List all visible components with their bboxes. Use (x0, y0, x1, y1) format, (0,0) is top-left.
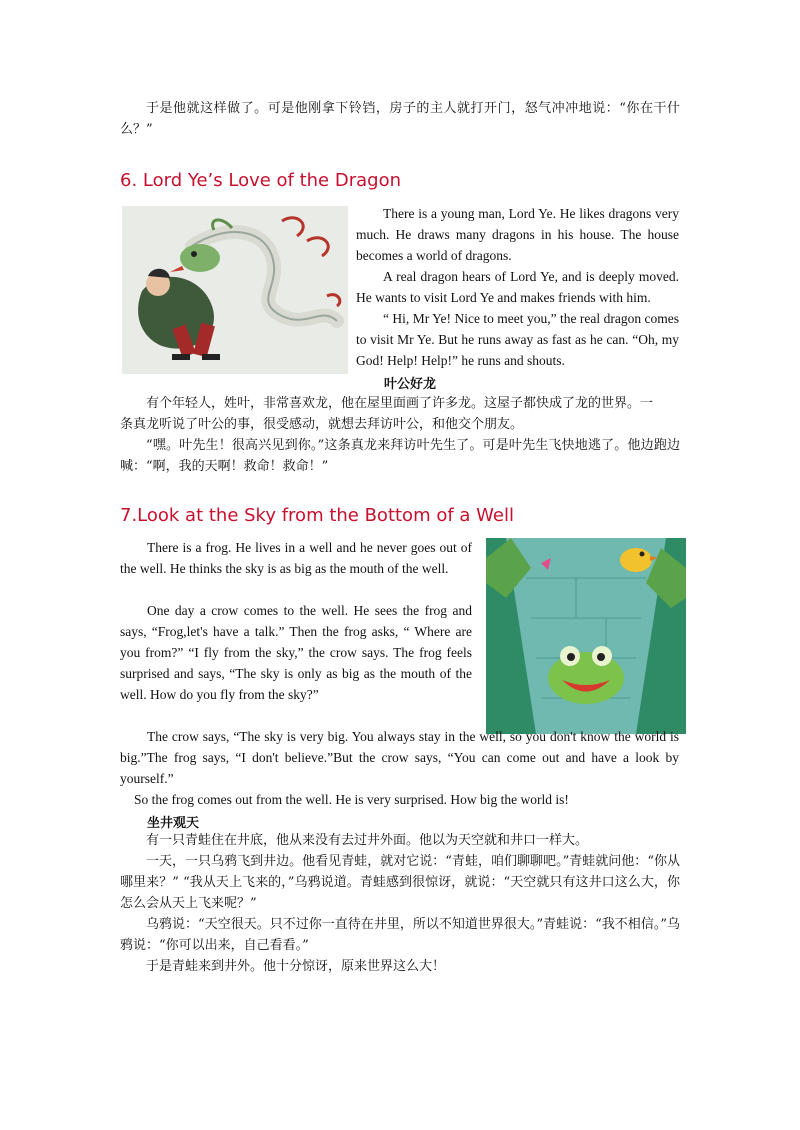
story7-en-paragraph-4: So the frog comes out from the well. He is very surprised. How big the world is! (134, 792, 569, 807)
story7-cn-paragraph-1: 有一只青蛙住在井底，他从来没有去过井外面。他以为天空就和井口一样大。 (146, 833, 589, 848)
story6-cn-paragraph-1: 有个年轻人，姓叶，非常喜欢龙，他在屋里面画了许多龙。这屋子都快成了龙的世界。一条真龙听说了叶公的事，很受感动，就想去拜访叶公，和他交个朋友。 (120, 396, 654, 432)
story7-cn-paragraph-4: 于是青蛙来到井外。他十分惊讶，原来世界这么大！ (146, 959, 446, 974)
story6-cn-title: 叶公好龙 (384, 377, 437, 392)
story6-cn-paragraph-2: “嘿。叶先生！很高兴见到你。”这条真龙来拜访叶先生了。可是叶先生飞快地逃了。他边跑边喊：“啊，我的天啊！救命！救命！” (120, 438, 680, 474)
story7-heading: 7.Look at the Sky from the Bottom of a Well (120, 505, 514, 526)
dragon-illustration (122, 206, 348, 374)
story6-en-paragraph-2: A real dragon hears of Lord Ye, and is deeply moved. He wants to visit Lord Ye and makes friends with him. (356, 269, 679, 305)
story6-heading: 6. Lord Ye’s Love of the Dragon (120, 170, 401, 191)
story7-en-paragraph-3: The crow says, “The sky is very big. You always stay in the well, so you don't know the world is big.”The frog says, “I don't believe.”But the crow says, “You can come out and have a look by yourself.” (120, 729, 679, 786)
story6-en-paragraph-3: “ Hi, Mr Ye! Nice to meet you,” the real dragon comes to visit Mr Ye. But he runs away as fast as he can. “Oh, my God! Help! Help!” he runs and shouts. (356, 311, 679, 368)
story7-en-paragraph-2: One day a crow comes to the well. He sees the frog and says, “Frog,let's have a talk.” Then the frog asks, “ Where are you from?” “I fly from the sky,” the crow says. The frog feels surprised and says, “The sky is only as big as the mouth of the well. How do you fly from the sky?” (120, 603, 472, 702)
story7-cn-paragraph-3: 乌鸦说：“天空很天。只不过你一直待在井里，所以不知道世界很大。”青蛙说：“我不相信。”乌鸦说：“你可以出来，自己看看。” (120, 917, 680, 953)
story6-en-paragraph-1: There is a young man, Lord Ye. He likes dragons very much. He draws many dragons in his house. The house becomes a world of dragons. (356, 206, 679, 263)
intro-paragraph: 于是他就这样做了。可是他刚拿下铃铛，房子的主人就打开门，怒气冲冲地说：“你在干什么？” (120, 101, 680, 137)
story7-en-paragraph-1: There is a frog. He lives in a well and he never goes out of the well. He thinks the sky is as big as the mouth of the well. (120, 540, 472, 576)
story7-cn-title: 坐井观天 (147, 816, 200, 831)
frog-well-illustration (486, 538, 686, 734)
story7-cn-paragraph-2: 一天，一只乌鸦飞到井边。他看见青蛙，就对它说：“青蛙，咱们聊聊吧。”青蛙就问他：“你从哪里来？” “我从天上飞来的，”乌鸦说道。青蛙感到很惊讶，就说：“天空就只有这井口这么大，你怎么会从天上飞来呢？” (120, 854, 680, 911)
